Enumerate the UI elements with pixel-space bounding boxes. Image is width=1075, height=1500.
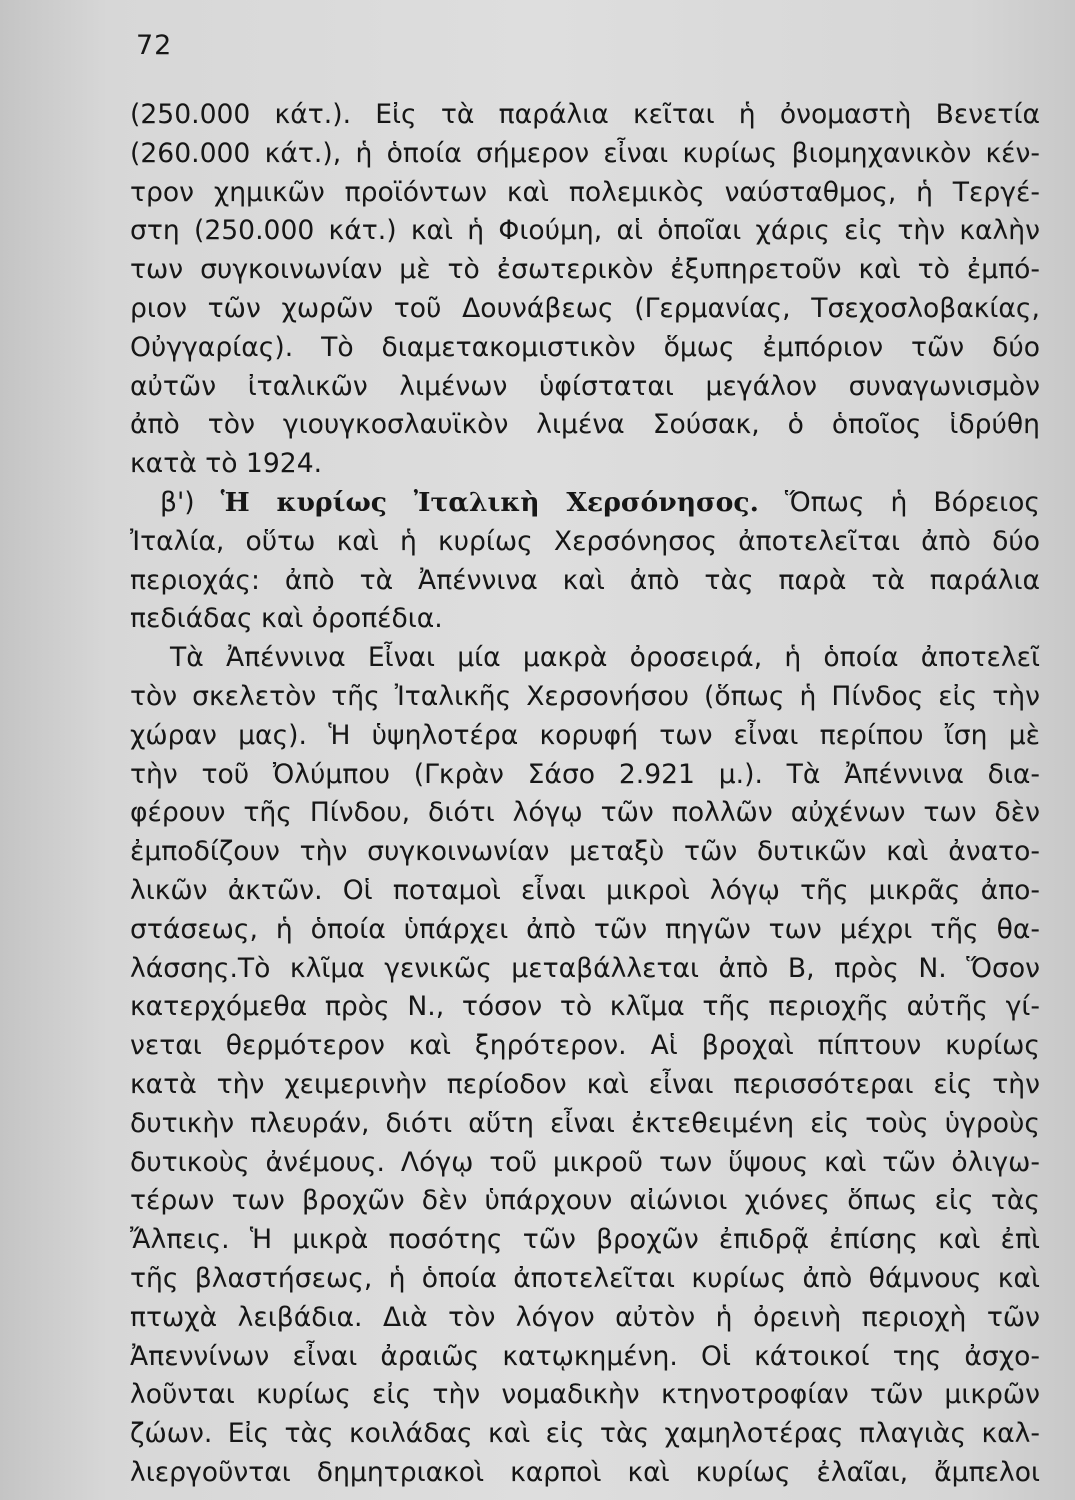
text-line: πτωχὰ λειβάδια. Διὰ τὸν λόγον αὐτὸν ἡ ὀρεινὴ περιοχὴ τῶν <box>130 1301 1040 1333</box>
text-line: (260.000 κάτ.), ἡ ὁποία σήμερον εἶναι κυρίως βιομηχανικὸν κέν- <box>130 137 1040 169</box>
text-line: ἀπὸ τὸν γιουγκοσλαυϊκὸν λιμένα Σούσακ, ὁ ὁποῖος ἱδρύθη <box>130 409 1040 441</box>
section-title: Ἡ κυρίως Ἰταλικὴ Χερσόνησος. <box>220 486 759 518</box>
text-line: Ἀπεννίνων εἶναι ἀραιῶς κατῳκημένη. Οἱ κάτοικοί της ἀσχο- <box>130 1340 1040 1372</box>
text-line: (250.000 κάτ.). Εἰς τὰ παράλια κεῖται ἡ ὀνομαστὴ Βενετία <box>130 99 1040 130</box>
text-line: φέρουν τῆς Πίνδου, διότι λόγῳ τῶν πολλῶν αὐχένων των δὲν <box>130 797 1040 829</box>
section-heading-rest: Ὅπως ἡ Βόρειος <box>784 486 1040 518</box>
text-line: κατὰ τὸ 1924. <box>130 448 323 480</box>
text-line: τὴν τοῦ Ὀλύμπου (Γκρὰν Σάσο 2.921 μ.). Τὰ Ἀπέννινα δια- <box>130 758 1040 790</box>
text-line: πεδιάδας καὶ ὀροπέδια. <box>130 603 443 635</box>
section-label: β') <box>160 486 195 518</box>
text-line: Ἄλπεις. Ἡ μικρὰ ποσότης τῶν βροχῶν ἐπιδρᾷ ἐπίσης καὶ ἐπὶ <box>130 1224 1040 1256</box>
text-line: λικῶν ἀκτῶν. Οἱ ποταμοὶ εἶναι μικροὶ λόγῳ τῆς μικρᾶς ἀπο- <box>130 874 1040 906</box>
page-number: 72 <box>136 30 173 61</box>
text-line: κατὰ τὴν χειμερινὴν περίοδον καὶ εἶναι περισσότεραι εἰς τὴν <box>130 1068 1040 1100</box>
text-line: λοῦνται κυρίως εἰς τὴν νομαδικὴν κτηνοτροφίαν τῶν μικρῶν <box>130 1379 1040 1411</box>
text-line: τὸν σκελετὸν τῆς Ἰταλικῆς Χερσονήσου (ὅπως ἡ Πίνδος εἰς τὴν <box>130 680 1040 712</box>
text-line: περιοχάς: ἀπὸ τὰ Ἀπέννινα καὶ ἀπὸ τὰς παρὰ τὰ παράλια <box>130 564 1040 596</box>
text-line: νεται θερμότερον καὶ ξηρότερον. Αἱ βροχαὶ πίπτουν κυρίως <box>130 1030 1040 1062</box>
text-line: των συγκοινωνίαν μὲ τὸ ἐσωτερικὸν ἐξυπηρετοῦν καὶ τὸ ἐμπό- <box>130 254 1040 286</box>
text-line: στάσεως, ἡ ὁποία ὑπάρχει ἀπὸ τῶν πηγῶν των μέχρι τῆς θα- <box>130 913 1040 945</box>
text-line: λιεργοῦνται δημητριακοὶ καρποὶ καὶ κυρίως ἐλαῖαι, ἄμπελοι <box>130 1456 1040 1488</box>
text-line: Οὐγγαρίας). Τὸ διαμετακομιστικὸν ὅμως ἐμπόριον τῶν δύο <box>130 331 1040 363</box>
text-line: τῆς βλαστήσεως, ἡ ὁποία ἀποτελεῖται κυρίως ἀπὸ θάμνους καὶ <box>130 1262 1040 1294</box>
text-line: χώραν μας). Ἡ ὑψηλοτέρα κορυφή των εἶναι περίπου ἴση μὲ <box>130 719 1040 751</box>
body-text <box>130 96 1040 1493</box>
text-line: ζώων. Εἰς τὰς κοιλάδας καὶ εἰς τὰς χαμηλοτέρας πλαγιὰς καλ- <box>130 1418 1040 1450</box>
text-line: στη (250.000 κάτ.) καὶ ἡ Φιούμη, αἱ ὁποῖαι χάρις εἰς τὴν καλὴν <box>130 215 1040 247</box>
text-line: τρον χημικῶν προϊόντων καὶ πολεμικὸς ναύσταθμος, ἡ Τεργέ- <box>130 176 1040 208</box>
text-line: κατερχόμεθα πρὸς Ν., τόσον τὸ κλῖμα τῆς περιοχῆς αὐτῆς γί- <box>130 991 1040 1023</box>
text-line: Τὰ Ἀπέννινα Εἶναι μία μακρὰ ὀροσειρά, ἡ ὁποία ἀποτελεῖ <box>170 642 1040 674</box>
text-line: δυτικὴν πλευράν, διότι αὕτη εἶναι ἐκτεθειμένη εἰς τοὺς ὑγροὺς <box>130 1107 1040 1139</box>
section-heading-line <box>130 484 1040 523</box>
text-line: λάσσης.Τὸ κλῖμα γενικῶς μεταβάλλεται ἀπὸ Β, πρὸς Ν. Ὅσον <box>130 952 1040 984</box>
text-line: ἐμποδίζουν τὴν συγκοινωνίαν μεταξὺ τῶν δυτικῶν καὶ ἀνατο- <box>130 836 1040 868</box>
text-line: Ἰταλία, οὕτω καὶ ἡ κυρίως Χερσόνησος ἀποτελεῖται ἀπὸ δύο <box>130 525 1040 557</box>
text-line: αὐτῶν ἰταλικῶν λιμένων ὑφίσταται μεγάλον συναγωνισμὸν <box>130 370 1040 402</box>
text-line: ριον τῶν χωρῶν τοῦ Δουνάβεως (Γερμανίας, Τσεχοσλοβακίας, <box>130 292 1040 324</box>
text-line: δυτικοὺς ἀνέμους. Λόγῳ τοῦ μικροῦ των ὕψους καὶ τῶν ὀλιγω- <box>130 1146 1040 1178</box>
text-line: τέρων των βροχῶν δὲν ὑπάρχουν αἰώνιοι χιόνες ὅπως εἰς τὰς <box>130 1185 1040 1217</box>
